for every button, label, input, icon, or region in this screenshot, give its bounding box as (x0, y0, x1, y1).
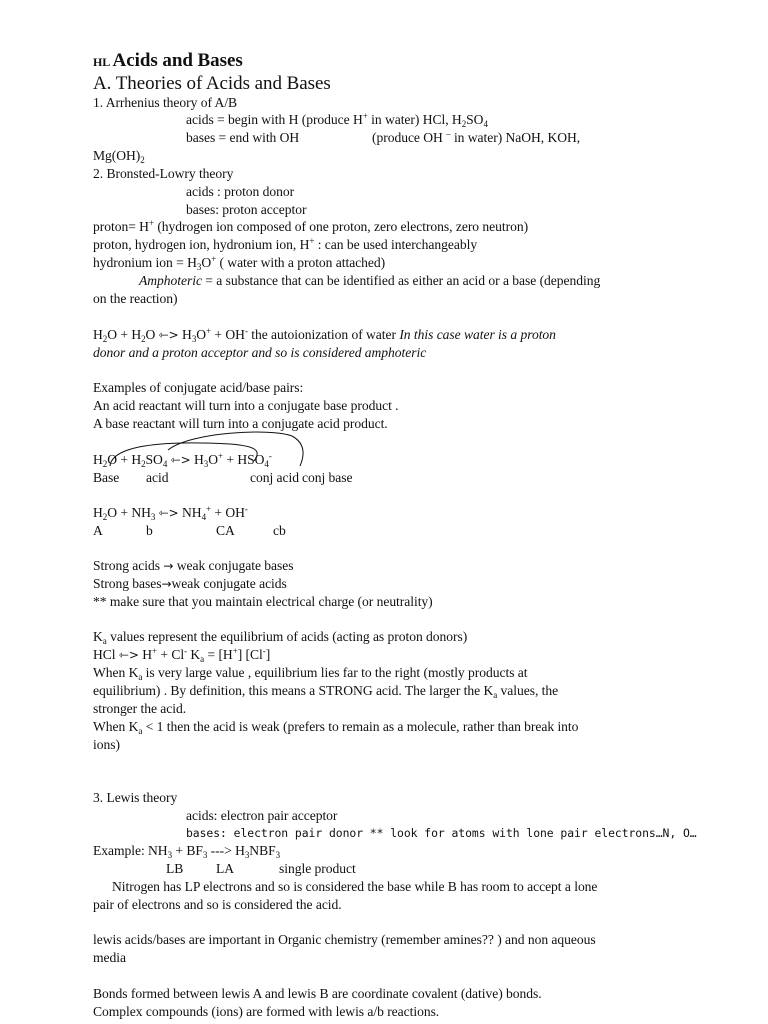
text-line (93, 629, 467, 645)
subscript: 3 (191, 334, 197, 344)
text-segment: SO (466, 112, 484, 127)
text-line (93, 470, 119, 486)
text-segment: bases: electron pair donor ** look for atoms with lone pair electrons…N, O… (186, 826, 697, 840)
subscript: 4 (201, 512, 207, 522)
superscript: + (232, 646, 238, 656)
text-line (302, 470, 353, 486)
text-segment: SO (145, 452, 163, 467)
text-line (216, 861, 234, 877)
text-line (93, 683, 558, 699)
text-line (93, 950, 126, 966)
subscript: a (102, 636, 107, 646)
text-segment: + OH (211, 327, 245, 342)
text-line (250, 470, 299, 486)
subscript: 2 (102, 512, 108, 522)
subscript: 3 (203, 459, 209, 469)
text-segment: H (190, 452, 204, 467)
text-line (93, 416, 388, 432)
text-segment: acids : proton donor (186, 184, 295, 199)
text-segment: weak conjugate bases (173, 558, 294, 573)
subscript: a (138, 726, 143, 736)
text-line (186, 825, 697, 841)
arrow-symbol: → (161, 577, 172, 591)
text-segment: H (93, 505, 103, 520)
text-line (93, 505, 248, 521)
text-line (146, 523, 153, 539)
arrow-symbol: ⇽> (118, 648, 139, 662)
text-segment: O (208, 452, 219, 467)
superscript: + (362, 111, 368, 121)
text-segment: Nitrogen has LP electrons and so is considered the base while B has room to accept a lone (112, 879, 598, 894)
text-segment: values, the (497, 683, 559, 698)
text-line (93, 558, 293, 574)
text-segment: H (93, 452, 103, 467)
subscript: 3 (244, 850, 250, 860)
text-line (93, 255, 385, 271)
text-line (139, 273, 600, 289)
superscript: - (244, 326, 248, 336)
subscript: a (200, 654, 205, 664)
arrow-symbol: → (163, 559, 174, 573)
text-segment: ions) (93, 737, 120, 752)
text-line (93, 291, 178, 307)
superscript: - (268, 451, 272, 461)
subscript: 4 (483, 119, 488, 129)
text-line (93, 380, 303, 396)
subscript: 2 (102, 334, 108, 344)
text-segment: ** make sure that you maintain electrical charge (or neutrality) (93, 594, 433, 609)
text-line (93, 647, 270, 663)
subscript: 3 (196, 262, 202, 272)
text-segment: conj acid (250, 470, 299, 485)
text-segment: ] (265, 647, 271, 662)
text-segment: O + H (107, 452, 142, 467)
text-segment: Example: NH (93, 843, 168, 858)
text-line (93, 701, 186, 717)
text-segment: pair of electrons and so is considered the acid. (93, 897, 342, 912)
text-segment: hydronium ion = H (93, 255, 197, 270)
superscript: + (218, 451, 224, 461)
text-line (93, 594, 433, 610)
text-line (93, 73, 331, 95)
text-segment: acids = begin with H (produce H (186, 112, 363, 127)
subscript: 3 (167, 850, 173, 860)
text-segment: NH (178, 505, 202, 520)
text-segment: O + NH (107, 505, 151, 520)
text-segment: An acid reactant will turn into a conjugate base product . (93, 398, 399, 413)
text-line (146, 470, 168, 486)
text-segment: b (146, 523, 153, 538)
superscript: - (244, 504, 248, 514)
text-segment: O (145, 327, 159, 342)
text-segment: Mg(OH) (93, 148, 141, 163)
text-segment: Strong bases (93, 576, 162, 591)
text-segment: < 1 then the acid is weak (prefers to remain as a molecule, rather than break into (142, 719, 579, 734)
text-segment: + Cl (157, 647, 185, 662)
text-segment: acids: electron pair acceptor (186, 808, 338, 823)
text-line (93, 932, 596, 948)
text-line (93, 576, 287, 592)
subscript: 4 (264, 459, 269, 469)
text-segment: 2. Bronsted-Lowry theory (93, 166, 234, 181)
subscript: 2 (102, 459, 108, 469)
subscript: 2 (140, 155, 145, 165)
text-segment: + OH (211, 505, 245, 520)
text-segment: O (196, 327, 207, 342)
text-segment: H (138, 647, 152, 662)
subscript: 3 (150, 512, 156, 522)
text-line (186, 130, 299, 146)
superscript: + (309, 236, 315, 246)
text-line (93, 148, 145, 164)
text-segment: in water) HCl, H (367, 112, 462, 127)
text-segment: weak conjugate acids (171, 576, 287, 591)
text-segment: single product (279, 861, 356, 876)
text-line (93, 986, 542, 1002)
text-line (186, 808, 337, 824)
text-segment: (hydrogen ion composed of one proton, zero electrons, zero neutron) (153, 219, 529, 234)
superscript: + (152, 646, 158, 656)
text-segment: Bonds formed between lewis A and lewis B are coordinate covalent (dative) bonds. (93, 986, 542, 1001)
text-segment: Strong acids (93, 558, 164, 573)
text-segment: = [H (204, 647, 233, 662)
arrow-symbol: ⇽> (158, 506, 179, 520)
superscript: – (446, 129, 451, 139)
text-line (186, 112, 488, 128)
text-segment: When K (93, 719, 139, 734)
text-segment: + HSO (223, 452, 265, 467)
text-line (93, 327, 556, 343)
text-segment: O + H (107, 327, 142, 342)
text-segment: = a substance that can be identified as either an acid or a base (depending (201, 273, 601, 288)
text-line (93, 523, 103, 539)
text-segment: ( water with a proton attached) (216, 255, 386, 270)
text-line (166, 861, 183, 877)
text-line (273, 523, 286, 539)
superscript: + (211, 254, 217, 264)
text-segment: : can be used interchangeably (314, 237, 478, 252)
superscript: + (206, 326, 212, 336)
text-segment: ---> H (207, 843, 245, 858)
text-segment: acid (146, 470, 169, 485)
superscript: - (262, 646, 266, 656)
italic-text: In this case water is a proton (399, 327, 556, 342)
text-line (93, 737, 120, 753)
text-segment: the autoionization of water (247, 327, 400, 342)
text-segment: ] [Cl (237, 647, 263, 662)
text-segment: Examples of conjugate acid/base pairs: (93, 380, 304, 395)
text-line (93, 452, 272, 468)
text-line (112, 879, 597, 895)
subscript: 2 (141, 334, 146, 344)
subscript: a (138, 672, 143, 682)
text-line (186, 202, 306, 218)
text-segment: A base reactant will turn into a conjugate acid product. (93, 416, 388, 431)
text-segment: proton, hydrogen ion, hydronium ion, H (93, 237, 310, 252)
arrow-symbol: ⇽> (158, 328, 179, 342)
text-segment: + BF (172, 843, 203, 858)
small-caps-label: HL (93, 55, 113, 69)
text-segment: K (187, 647, 201, 662)
subscript: 2 (141, 459, 146, 469)
text-segment: equilibrium) . By definition, this means a STRONG acid. The larger the K (93, 683, 494, 698)
text-line (93, 95, 237, 111)
text-line (93, 50, 243, 73)
text-segment: on the reaction) (93, 291, 178, 306)
subscript: 3 (275, 850, 281, 860)
text-segment: (produce OH (372, 130, 447, 145)
superscript: + (148, 218, 154, 228)
text-segment: H (178, 327, 192, 342)
text-segment: bases: proton acceptor (186, 202, 307, 217)
subscript: 3 (202, 850, 208, 860)
superscript: + (206, 504, 212, 514)
subscript: a (493, 690, 498, 700)
text-segment: proton= H (93, 219, 149, 234)
subscript: 4 (162, 459, 168, 469)
text-line (93, 237, 477, 253)
text-segment: is very large value , equilibrium lies far to the right (mostly products at (142, 665, 528, 680)
text-segment: 3. Lewis theory (93, 790, 178, 805)
text-segment: 1. Arrhenius theory of A/B (93, 95, 238, 110)
text-segment: Acids and Bases (112, 50, 243, 71)
arrow-symbol: ⇽> (170, 453, 191, 467)
text-line (93, 843, 280, 859)
italic-text: Amphoteric (139, 273, 202, 288)
text-segment: O (201, 255, 212, 270)
text-line (279, 861, 356, 877)
subscript: 2 (461, 119, 467, 129)
text-segment: stronger the acid. (93, 701, 187, 716)
text-line (93, 1004, 439, 1020)
text-segment: lewis acids/bases are important in Organic chemistry (remember amines?? ) and non aqueous (93, 932, 596, 947)
text-line (93, 398, 399, 414)
text-line (93, 719, 578, 735)
text-segment: values represent the equilibrium of acids (acting as proton donors) (106, 629, 468, 644)
text-segment: in water) NaOH, KOH, (450, 130, 581, 145)
text-line (93, 897, 342, 913)
text-segment: media (93, 950, 126, 965)
text-segment: cb (273, 523, 286, 538)
text-line (93, 219, 528, 235)
text-segment: conj base (302, 470, 353, 485)
text-line (186, 184, 294, 200)
text-line (93, 665, 528, 681)
text-segment: Base (93, 470, 120, 485)
text-line (93, 166, 233, 182)
text-segment: A (93, 523, 103, 538)
text-segment: When K (93, 665, 139, 680)
text-segment: Complex compounds (ions) are formed with lewis a/b reactions. (93, 1004, 440, 1019)
text-segment: H (93, 327, 103, 342)
italic-text: donor and a proton acceptor and so is considered amphoteric (93, 345, 427, 360)
text-segment: CA (216, 523, 235, 538)
superscript: - (184, 646, 188, 656)
text-segment: NBF (249, 843, 276, 858)
text-line (372, 130, 580, 146)
text-segment: HCl (93, 647, 119, 662)
text-segment: LB (166, 861, 184, 876)
text-segment: LA (216, 861, 235, 876)
text-line (216, 523, 235, 539)
text-segment: A. Theories of Acids and Bases (93, 73, 331, 94)
text-segment: K (93, 629, 103, 644)
text-segment: bases = end with OH (186, 130, 300, 145)
text-line (93, 345, 426, 361)
text-line (93, 790, 177, 806)
